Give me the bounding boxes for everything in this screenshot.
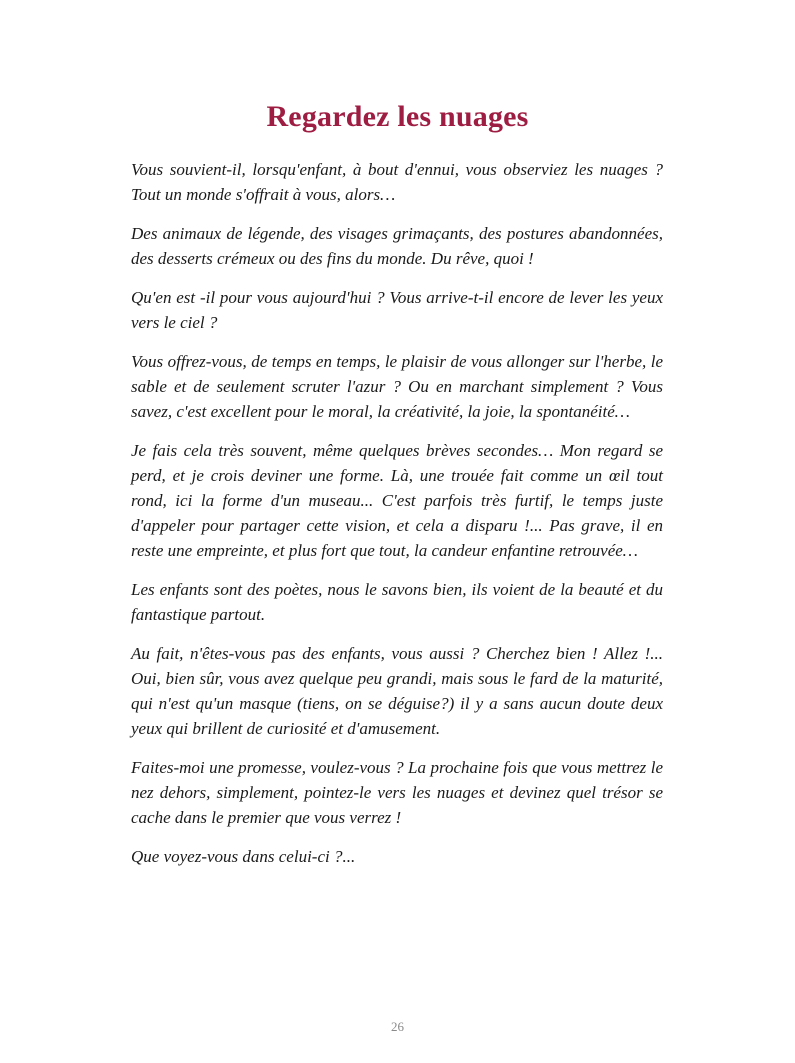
paragraph: Des animaux de légende, des visages grimaçants, des postures abandonnées, des desserts crémeux ou des fins du monde. Du rêve, quoi ! xyxy=(131,224,663,268)
paragraph: Que voyez-vous dans celui-ci ?... xyxy=(131,847,356,866)
page-title: Regardez les nuages xyxy=(266,100,529,133)
paragraph: Au fait, n'êtes-vous pas des enfants, vous aussi ? Cherchez bien ! Allez !... Oui, bien sûr, vous avez quelque peu grandi, mais sous le fard de la maturité, qui n'est qu'un masque (tiens, on se déguise?) il y a sans aucun doute deux yeux qui brillent de curiosité et d'amusement. xyxy=(131,644,663,738)
body-text xyxy=(131,157,663,883)
page-number: 26 xyxy=(391,1019,404,1034)
paragraph: Vous offrez-vous, de temps en temps, le plaisir de vous allonger sur l'herbe, le sable et de seulement scruter l'azur ? Ou en marchant simplement ? Vous savez, c'est excellent pour le moral, la créativité, la joie, la spontanéité… xyxy=(131,352,663,421)
paragraph: Qu'en est -il pour vous aujourd'hui ? Vous arrive-t-il encore de lever les yeux vers le ciel ? xyxy=(131,288,663,332)
paragraph: Vous souvient-il, lorsqu'enfant, à bout d'ennui, vous observiez les nuages ? Tout un monde s'offrait à vous, alors… xyxy=(131,160,663,204)
paragraph: Je fais cela très souvent, même quelques brèves secondes… Mon regard se perd, et je crois deviner une forme. Là, une trouée fait comme un œil tout rond, ici la forme d'un museau... C'est parfois très furtif, le temps juste d'appeler pour partager cette vision, et cela a disparu !... Pas grave, il en reste une empreinte, et plus fort que tout, la candeur enfantine retrouvée… xyxy=(131,441,663,560)
paragraph: Faites-moi une promesse, voulez-vous ? La prochaine fois que vous mettrez le nez dehors, simplement, pointez-le vers les nuages et devinez quel trésor se cache dans le premier que vous verrez ! xyxy=(131,758,663,827)
paragraph: Les enfants sont des poètes, nous le savons bien, ils voient de la beauté et du fantastique partout. xyxy=(131,580,663,624)
